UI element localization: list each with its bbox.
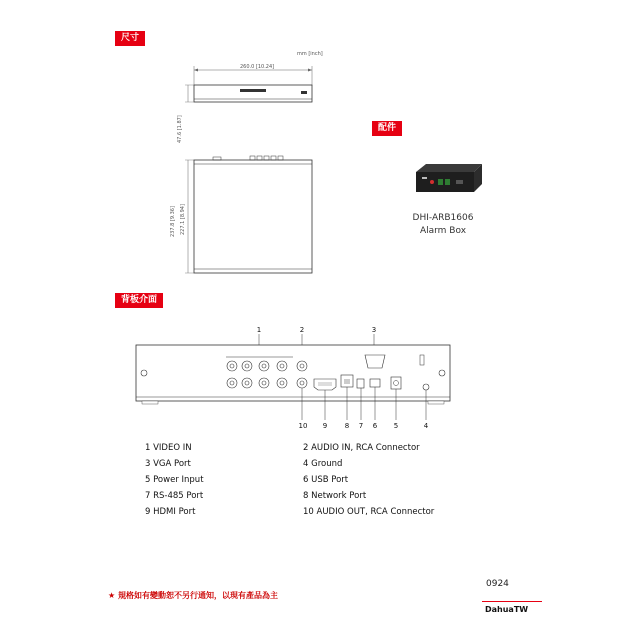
port-item: 5 Power Input: [145, 475, 204, 485]
callout-3: 3: [371, 326, 377, 334]
port-item: 2 AUDIO IN, RCA Connector: [303, 443, 420, 453]
accessory-caption: [402, 212, 484, 238]
accessory-tag: 配件: [372, 121, 402, 136]
callout-5: 5: [393, 422, 399, 430]
width-label: 260.0 [10.24]: [240, 64, 275, 70]
callout-4: 4: [423, 422, 429, 430]
unit-label: mm [inch]: [297, 51, 323, 57]
callout-1: 1: [256, 326, 262, 334]
callout-8: 8: [344, 422, 350, 430]
alarm-box-image: [412, 160, 484, 200]
height-label: 47.6 [1.87]: [177, 115, 183, 143]
port-item: 3 VGA Port: [145, 459, 191, 469]
dvr-front-view: [168, 60, 338, 120]
port-item: 8 Network Port: [303, 491, 367, 501]
callout-2: 2: [299, 326, 305, 334]
callout-10: 10: [298, 422, 308, 430]
callout-6: 6: [372, 422, 378, 430]
port-item: 4 Ground: [303, 459, 343, 469]
depth-inner-label: 227.1 [8.94]: [180, 204, 186, 235]
port-item: 6 USB Port: [303, 475, 349, 485]
accessory-model: DHI-ARB1606: [412, 213, 474, 223]
callout-7: 7: [358, 422, 364, 430]
port-item: 7 RS-485 Port: [145, 491, 204, 501]
port-item: 9 HDMI Port: [145, 507, 196, 517]
rear-panel-tag: 背板介面: [115, 293, 163, 308]
doc-code: 0924: [486, 579, 509, 589]
dimensions-tag: 尺寸: [115, 31, 145, 46]
disclaimer-note: ★ 規格如有變動恕不另行通知，以現有產品為主: [108, 591, 278, 600]
port-item: 10 AUDIO OUT, RCA Connector: [303, 507, 435, 517]
port-item: 1 VIDEO IN: [145, 443, 192, 453]
dvr-top-view: [178, 150, 338, 280]
callout-9: 9: [322, 422, 328, 430]
accessory-name: Alarm Box: [419, 226, 467, 236]
rear-panel-diagram: [130, 325, 460, 430]
brand-label: DahuaTW: [485, 605, 529, 614]
depth-outer-label: 237.8 [9.36]: [170, 206, 176, 237]
port-legend: [145, 442, 465, 518]
